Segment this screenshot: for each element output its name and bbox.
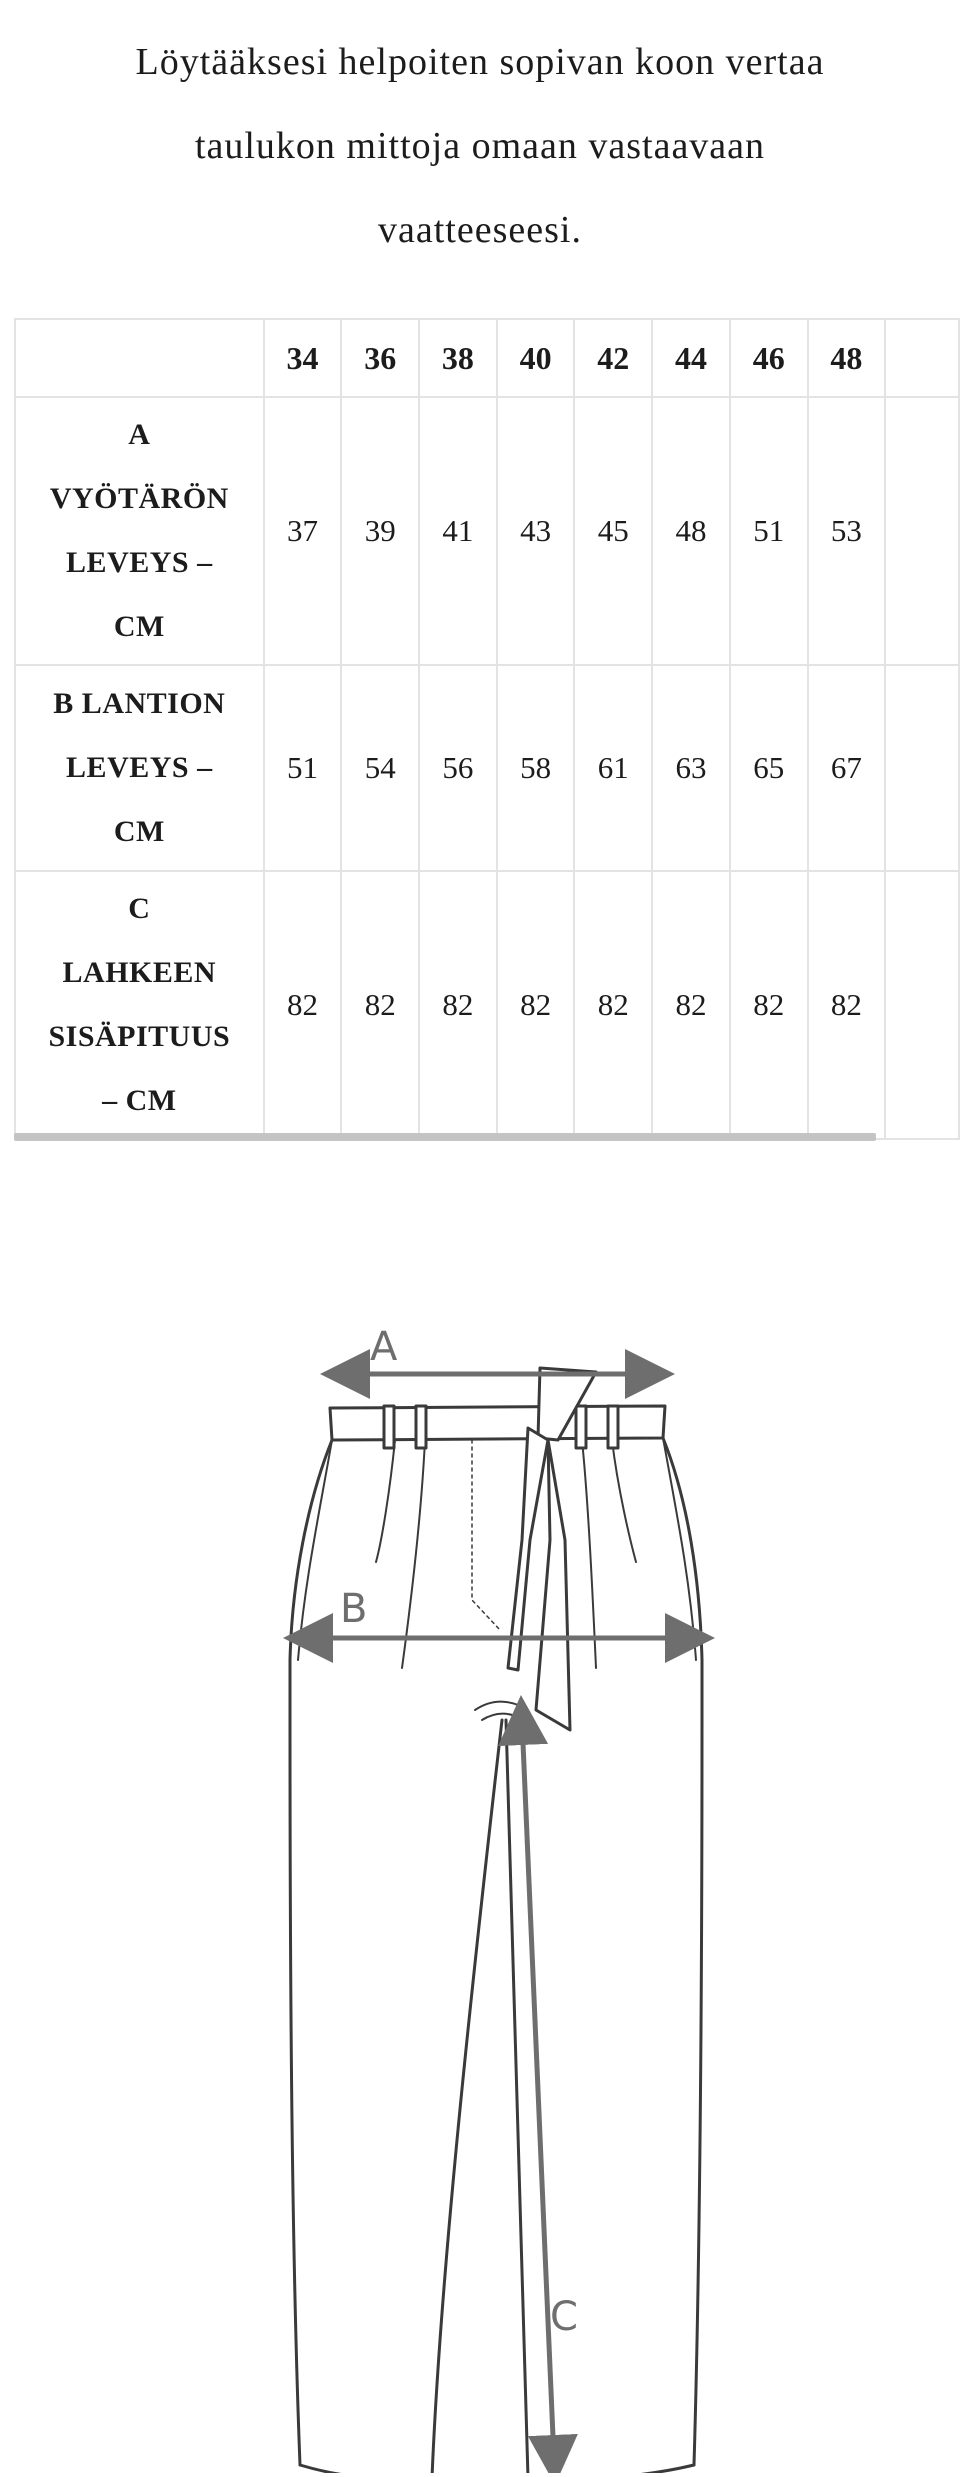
label-a: A: [370, 1324, 398, 1370]
row-label-line: LEVEYS –: [66, 751, 213, 784]
size-header: 38: [419, 319, 497, 397]
size-table: [14, 318, 960, 1140]
table-cell: 82: [574, 871, 652, 1139]
table-cell: 82: [730, 871, 808, 1139]
table-row: [15, 871, 959, 1139]
table-cell: 39: [341, 397, 419, 665]
arrow-c-inseam: [522, 1720, 554, 2460]
row-label-line: CM: [113, 815, 165, 848]
table-cell: 61: [574, 665, 652, 871]
table-cell: 82: [808, 871, 886, 1139]
table-horizontal-scrollbar[interactable]: [14, 1133, 960, 1141]
scrollbar-thumb[interactable]: [14, 1133, 876, 1141]
intro-line-2: taulukon mittoja omaan vastaavaan: [194, 125, 766, 167]
table-row: [15, 397, 959, 665]
size-header-row: [15, 319, 959, 397]
table-cell: 53: [808, 397, 886, 665]
trousers-measurement-diagram: [0, 1300, 960, 2473]
measurement-arrows: [308, 1374, 690, 2460]
table-cell: 82: [264, 871, 342, 1139]
table-cell: 43: [497, 397, 575, 665]
size-table-scroll-container[interactable]: [14, 318, 960, 1140]
table-row: [15, 665, 959, 871]
label-b: B: [340, 1586, 368, 1632]
intro-line-1: Löytääksesi helpoiten sopivan koon vertaa: [135, 41, 825, 83]
corner-cell: [15, 319, 264, 397]
row-label-line: LEVEYS –: [66, 546, 213, 579]
table-cell: 58: [497, 665, 575, 871]
size-header: 36: [341, 319, 419, 397]
table-cell: 45: [574, 397, 652, 665]
table-cell: 82: [341, 871, 419, 1139]
table-cell: 67: [808, 665, 886, 871]
intro-line-3: vaatteeseesi.: [378, 209, 582, 251]
row-label-line: CM: [113, 610, 165, 643]
row-label-line: – CM: [102, 1084, 177, 1117]
size-header: 48: [808, 319, 886, 397]
row-label-line: SISÄPITUUS: [48, 1020, 231, 1053]
table-cell: 51: [264, 665, 342, 871]
row-label-line: VYÖTÄRÖN: [49, 482, 229, 515]
table-cell: 65: [730, 665, 808, 871]
table-cell-overflow: [885, 665, 959, 871]
row-label-waist: [15, 397, 264, 665]
label-c: C: [550, 2294, 578, 2340]
table-cell: 48: [652, 397, 730, 665]
row-label-line: B LANTION: [53, 687, 226, 720]
table-cell: 37: [264, 397, 342, 665]
size-header: 46: [730, 319, 808, 397]
size-header: 34: [264, 319, 342, 397]
trousers-diagram-svg: [0, 1300, 960, 2473]
table-cell: 82: [652, 871, 730, 1139]
table-cell: 56: [419, 665, 497, 871]
row-label-inseam: [15, 871, 264, 1139]
intro-text: [0, 0, 960, 272]
table-cell-overflow: [885, 397, 959, 665]
table-cell-overflow: [885, 871, 959, 1139]
table-cell: 63: [652, 665, 730, 871]
row-label-line: A: [128, 418, 151, 451]
table-cell: 54: [341, 665, 419, 871]
size-header: 42: [574, 319, 652, 397]
row-label-line: C: [128, 892, 151, 925]
table-cell: 41: [419, 397, 497, 665]
trousers-outline: [290, 1368, 702, 2473]
table-cell: 51: [730, 397, 808, 665]
size-header: 44: [652, 319, 730, 397]
size-header: 40: [497, 319, 575, 397]
size-header-overflow: [885, 319, 959, 397]
row-label-line: LAHKEEN: [62, 956, 217, 989]
table-cell: 82: [419, 871, 497, 1139]
row-label-hip: [15, 665, 264, 871]
table-cell: 82: [497, 871, 575, 1139]
